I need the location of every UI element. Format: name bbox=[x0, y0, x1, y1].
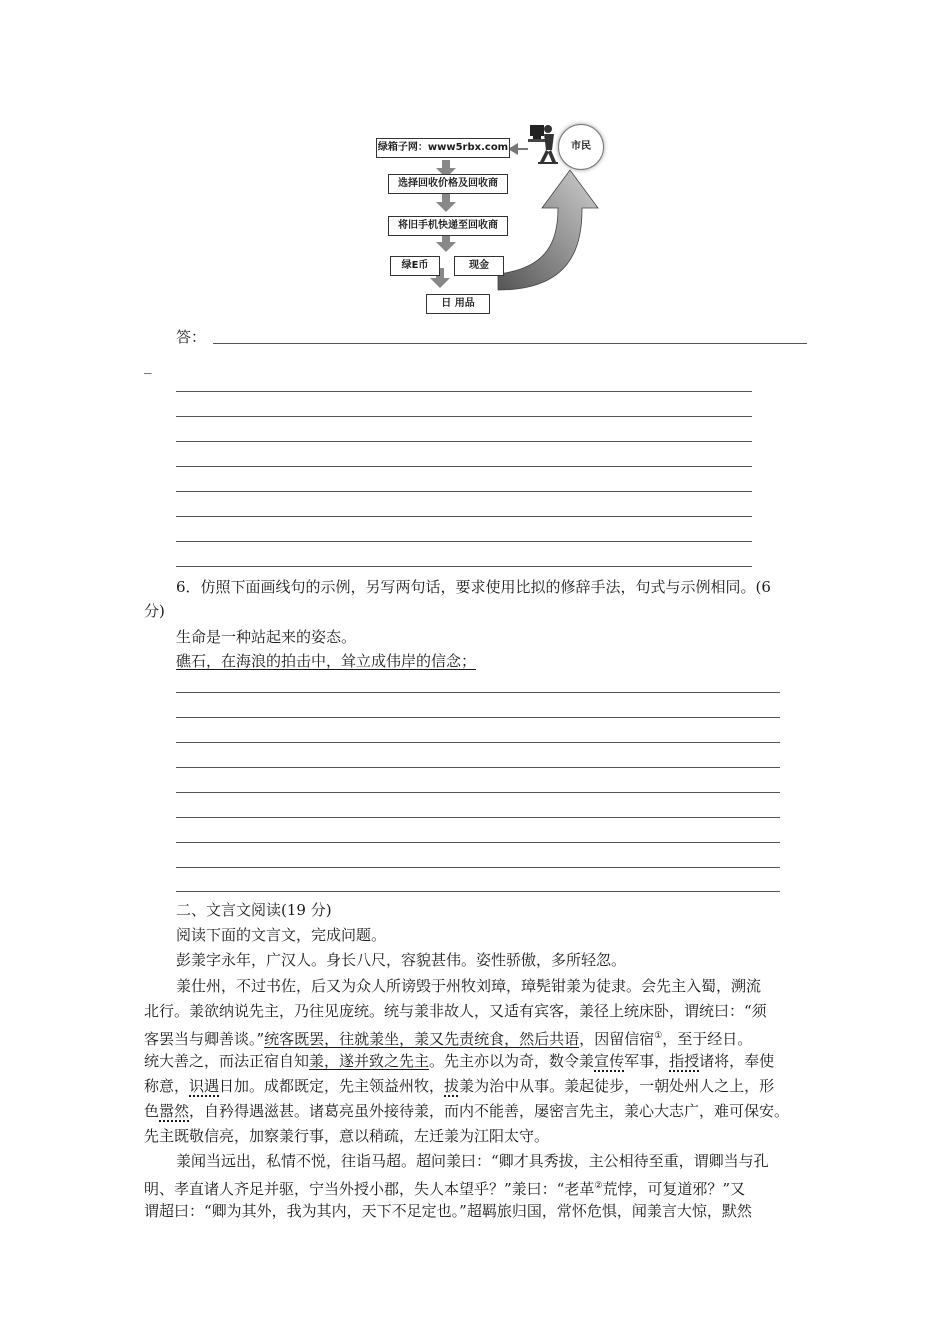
footnote-marker-1: ① bbox=[654, 1031, 663, 1041]
underlined-sentence-2: 羕，遂并致之 bbox=[309, 1052, 400, 1070]
underlined-sentence-1: 统客既罢，往就羕坐，羕又先责统食，然后共语 bbox=[264, 1030, 580, 1048]
answer-line-2[interactable] bbox=[176, 416, 752, 417]
q6-line-7[interactable] bbox=[176, 842, 780, 843]
passage-p1: 彭羕字永年，广汉人。身长八尺，容貌甚伟。姿性骄傲，多所轻忽。 bbox=[176, 951, 627, 969]
q6-line-5[interactable] bbox=[176, 792, 780, 793]
ecoin-box: 绿E币 bbox=[390, 256, 440, 276]
passage-p3-line3: 谓超曰：“卿为其外，我为其内，天下不足定也。”超羁旅归国，常怀危惧，闻羕言大惊，默然 bbox=[144, 1202, 752, 1220]
q6-prompt-line2: 分) bbox=[144, 602, 165, 620]
answer-line-3[interactable] bbox=[176, 441, 752, 442]
recycling-flowchart bbox=[370, 118, 610, 318]
text-span: 色 bbox=[144, 1102, 160, 1120]
dotted-word-xuanchuan: 宣传 bbox=[594, 1052, 625, 1070]
site-box: 绿箱子网：www5rbx.com bbox=[376, 138, 510, 158]
q6-line-8[interactable] bbox=[176, 867, 780, 868]
text-span: 客罢当与卿善谈。” bbox=[144, 1030, 265, 1048]
answer-line-5[interactable] bbox=[176, 491, 752, 492]
answer-line-1[interactable] bbox=[176, 391, 752, 392]
dotted-word-xiaoran: 嚣然 bbox=[159, 1102, 190, 1120]
choose-price-box: 选择回收价格及回收商 bbox=[388, 174, 508, 194]
ship-phone-box: 将旧手机快递至回收商 bbox=[388, 216, 508, 236]
cash-box: 现金 bbox=[454, 256, 504, 276]
passage-p2-line4 bbox=[144, 1050, 774, 1072]
q6-line-9[interactable] bbox=[176, 891, 780, 892]
dotted-word-shiyu: 识遇 bbox=[189, 1077, 220, 1095]
arrow-to-site bbox=[508, 143, 528, 155]
answer-line-4[interactable] bbox=[176, 466, 752, 467]
footnote-marker-2: ② bbox=[594, 1181, 603, 1191]
answer-line-8[interactable] bbox=[176, 566, 752, 567]
answer-line-0[interactable] bbox=[213, 343, 807, 344]
answer-label: 答： bbox=[176, 328, 207, 346]
text-span: ，至于经日。 bbox=[662, 1030, 753, 1048]
arrow-down-2 bbox=[436, 192, 456, 212]
daily-goods-box: 日 用品 bbox=[426, 294, 490, 314]
section2-heading: 二、文言文阅读(19 分) bbox=[176, 901, 332, 919]
text-span: 。先主亦以为奇，数令羕 bbox=[429, 1052, 595, 1070]
q6-prompt-line1: 6．仿照下面画线句的示例，另写两句话，要求使用比拟的修辞手法，句式与示例相同。(6 bbox=[176, 578, 771, 596]
text-span: 诸将，奉使 bbox=[699, 1052, 775, 1070]
text-span: 日加。成都既定，先主领益州牧， bbox=[219, 1077, 445, 1095]
underlined-sentence-2-end: 先主 bbox=[399, 1052, 430, 1070]
q6-line-6[interactable] bbox=[176, 817, 780, 818]
passage-p2-line3 bbox=[144, 1025, 752, 1050]
passage-p2-line5 bbox=[144, 1075, 774, 1097]
q6-line-4[interactable] bbox=[176, 767, 780, 768]
q6-line-2[interactable] bbox=[176, 717, 780, 718]
dotted-word-zhishou: 指授 bbox=[669, 1052, 700, 1070]
answer-line-6[interactable] bbox=[176, 516, 752, 517]
text-span: 明、孝直诸人齐足并驱，宁当外授小郡，失人本望乎？”羕曰：“老革 bbox=[144, 1180, 595, 1198]
answer-line-7[interactable] bbox=[176, 541, 752, 542]
text-span: 称意， bbox=[144, 1077, 190, 1095]
passage-p2-line7: 先主既敬信亮，加察羕行事，意以稍疏，左迁羕为江阳太守。 bbox=[144, 1127, 550, 1145]
return-curved-arrow bbox=[498, 170, 598, 290]
citizen-circle: 市民 bbox=[558, 124, 604, 170]
text-span: 荒悖，可复道邪？”又 bbox=[602, 1180, 746, 1198]
q6-lead: 生命是一种站起来的姿态。 bbox=[176, 628, 357, 646]
computer-user-icon bbox=[528, 125, 558, 164]
passage-p2-line6 bbox=[144, 1100, 789, 1122]
text-span: 羕为治中从事。羕起徒步，一朝处州人之上，形 bbox=[459, 1077, 775, 1095]
answer-dash: _ bbox=[144, 356, 152, 374]
passage-p3-line2 bbox=[144, 1175, 745, 1200]
section2-instruction: 阅读下面的文言文，完成问题。 bbox=[176, 926, 387, 944]
passage-p2-line2: 北行。羕欲纳说先主，乃往见庞统。统与羕非故人，又适有宾客，羕径上统床卧，谓统曰：“须 bbox=[144, 1002, 767, 1020]
dotted-word-ba: 拔 bbox=[444, 1077, 460, 1095]
text-span: 统大善之，而法正宿自知 bbox=[144, 1052, 310, 1070]
text-span: 军事， bbox=[624, 1052, 670, 1070]
q6-line-1[interactable] bbox=[176, 692, 780, 693]
q6-example-underlined: 礁石，在海浪的拍击中，耸立成伟岸的信念； bbox=[176, 652, 477, 670]
q6-line-3[interactable] bbox=[176, 742, 780, 743]
text-span: ，自矜得遇滋甚。诸葛亮虽外接待羕，而内不能善，屡密言先主，羕心大志广，难可保安。 bbox=[189, 1102, 790, 1120]
text-span: ，因留信宿 bbox=[579, 1030, 655, 1048]
arrow-down-3 bbox=[436, 234, 456, 252]
passage-p2-line1: 羕仕州，不过书佐，后又为众人所谤毁于州牧刘璋，璋髡钳羕为徒隶。会先主入蜀，溯流 bbox=[176, 977, 762, 995]
passage-p3-line1: 羕闻当远出，私情不悦，往诣马超。超问羕曰：“卿才具秀拔，主公相待至重，谓卿当与孔 bbox=[176, 1152, 769, 1170]
